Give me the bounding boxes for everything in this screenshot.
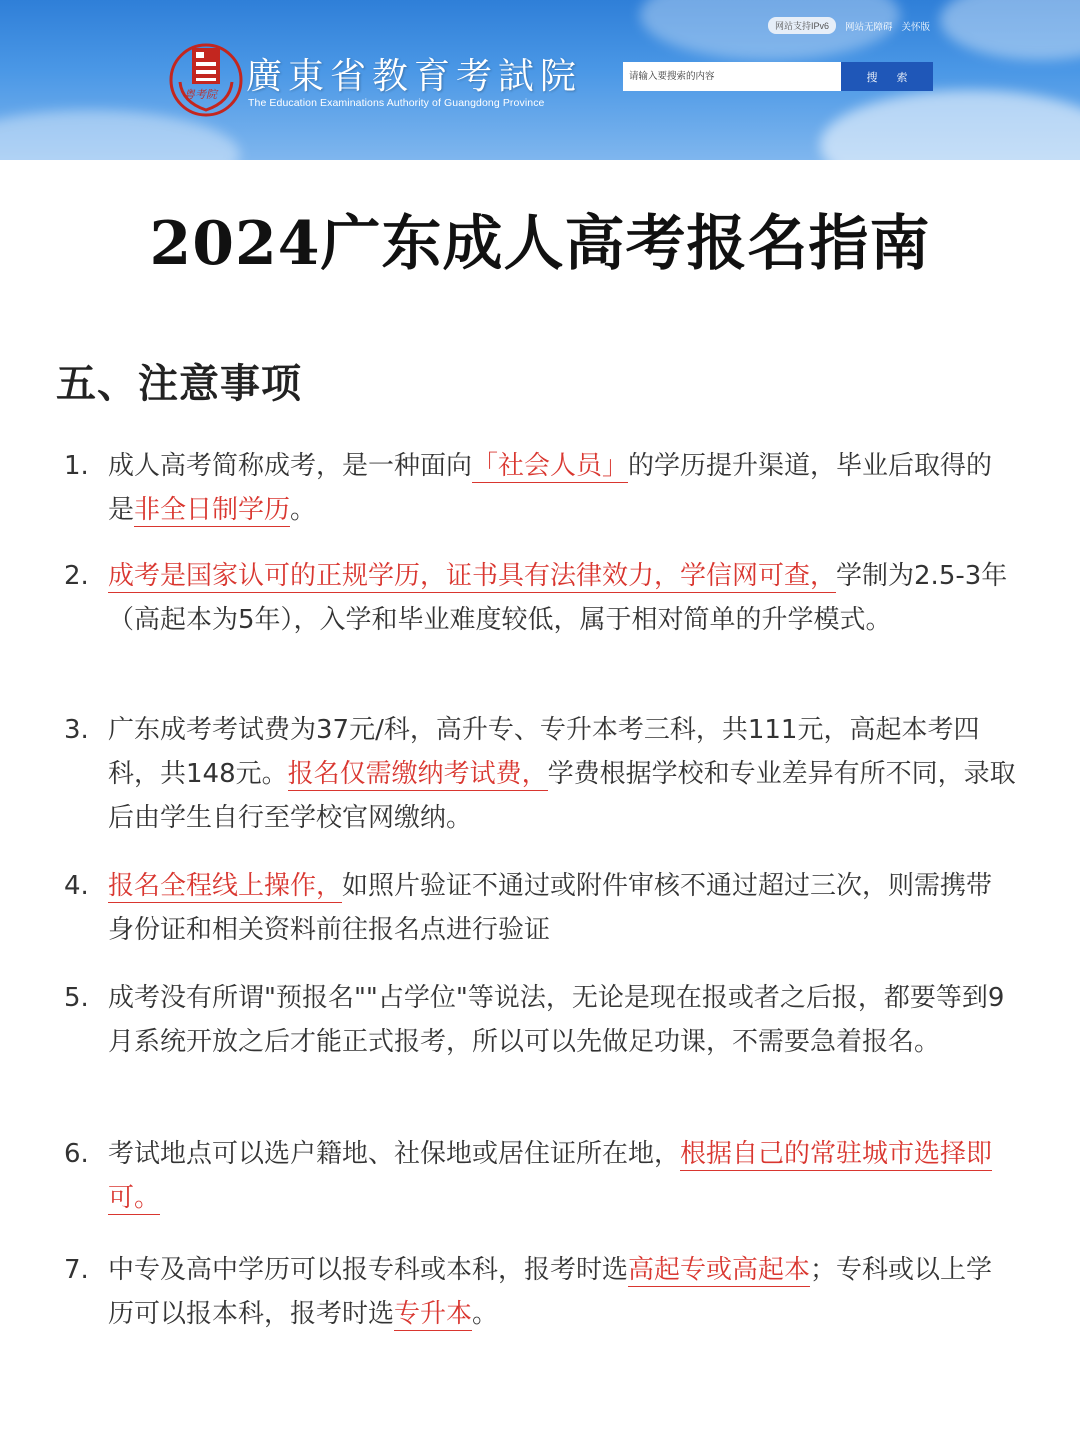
accessibility-link[interactable]: 网站无障碍: [845, 21, 893, 33]
cloud-decoration: [940, 0, 1080, 60]
item-text-segment: 的学历提升渠道，毕业后取得的是: [108, 451, 993, 525]
item-text-segment: 学费根据学校和专业差异有所不同，录取后由学生自行至学校官网缴纳。: [108, 759, 1016, 833]
care-mode-link[interactable]: 关怀版: [901, 21, 931, 33]
item-text-segment: 。: [472, 1299, 499, 1329]
list-item: [64, 554, 1024, 642]
item-text: [108, 864, 1016, 952]
highlighted-text: 成考是国家认可的正规学历，证书具有法律效力，学信网可查，: [108, 561, 837, 591]
item-text-segment: 考试地点可以选户籍地、社保地或居住证所在地，: [108, 1139, 681, 1169]
item-number: 6.: [64, 1139, 89, 1169]
site-header-banner: [0, 0, 1080, 160]
page-title: 2024广东成人高考报名指南: [149, 209, 931, 279]
highlighted-text: 专升本: [394, 1299, 473, 1329]
cloud-decoration: [820, 90, 1080, 160]
highlighted-text: 报名全程线上操作，: [108, 871, 343, 901]
item-number: 7.: [64, 1255, 89, 1285]
institution-emblem-icon[interactable]: [168, 42, 244, 118]
item-text-segment: ；专科或以上学历可以报本科，报考时选: [108, 1255, 993, 1329]
search-button[interactable]: 搜 索: [841, 62, 933, 91]
item-number: 3.: [64, 715, 89, 745]
item-text-segment: 广东成考考试费为37元/科，高升专、专升本考三科，共111元，高起本考四科，共148元。: [108, 715, 980, 789]
highlighted-text: 「社会人员」: [472, 451, 629, 481]
item-text-segment: 学制为2.5-3年（高起本为5年），入学和毕业难度较低，属于相对简单的升学模式。: [108, 561, 1008, 635]
item-text: [108, 708, 1016, 840]
site-logo-subtitle: The Education Examinations Authority of Guangdong Province: [248, 97, 545, 109]
list-item: [64, 444, 1024, 532]
item-text-segment: 成人高考简称成考，是一种面向: [108, 451, 473, 481]
search-input[interactable]: [623, 62, 841, 91]
item-text-segment: 中专及高中学历可以报专科或本科，报考时选: [108, 1255, 629, 1285]
item-text: [108, 1132, 1016, 1220]
item-number: 4.: [64, 871, 89, 901]
item-text-segment: 。: [290, 495, 317, 525]
section-title: 五、注意事项: [56, 361, 302, 407]
item-text-segment: 如照片验证不通过或附件审核不通过超过三次，则需携带身份证和相关资料前往报名点进行验证: [108, 871, 993, 945]
list-item: [64, 708, 1024, 840]
top-links-bar: [768, 17, 930, 34]
item-text: [108, 554, 1016, 642]
item-text: [108, 1248, 1016, 1336]
site-logo-title[interactable]: 廣東省教育考試院: [246, 56, 583, 97]
item-text: [108, 444, 1016, 532]
item-text: [108, 976, 1016, 1064]
highlighted-text: 非全日制学历: [134, 495, 291, 525]
item-number: 1.: [64, 451, 89, 481]
list-item: [64, 976, 1024, 1064]
highlighted-text: 根据自己的常驻城市选择即可。: [108, 1139, 993, 1213]
emblem-text: 粤考院: [184, 88, 217, 101]
list-item: [64, 1132, 1024, 1220]
item-text-segment: 成考没有所谓"预报名""占学位"等说法，无论是现在报或者之后报，都要等到9月系统开放之后才能正式报考，所以可以先做足功课，不需要急着报名。: [108, 983, 1005, 1057]
item-number: 5.: [64, 983, 89, 1013]
list-item: [64, 1248, 1024, 1336]
item-number: 2.: [64, 561, 89, 591]
highlighted-text: 高起专或高起本: [628, 1255, 811, 1285]
list-item: [64, 864, 1024, 952]
highlighted-text: 报名仅需缴纳考试费，: [287, 759, 548, 789]
ipv6-badge: 网站支持IPv6: [768, 17, 836, 34]
